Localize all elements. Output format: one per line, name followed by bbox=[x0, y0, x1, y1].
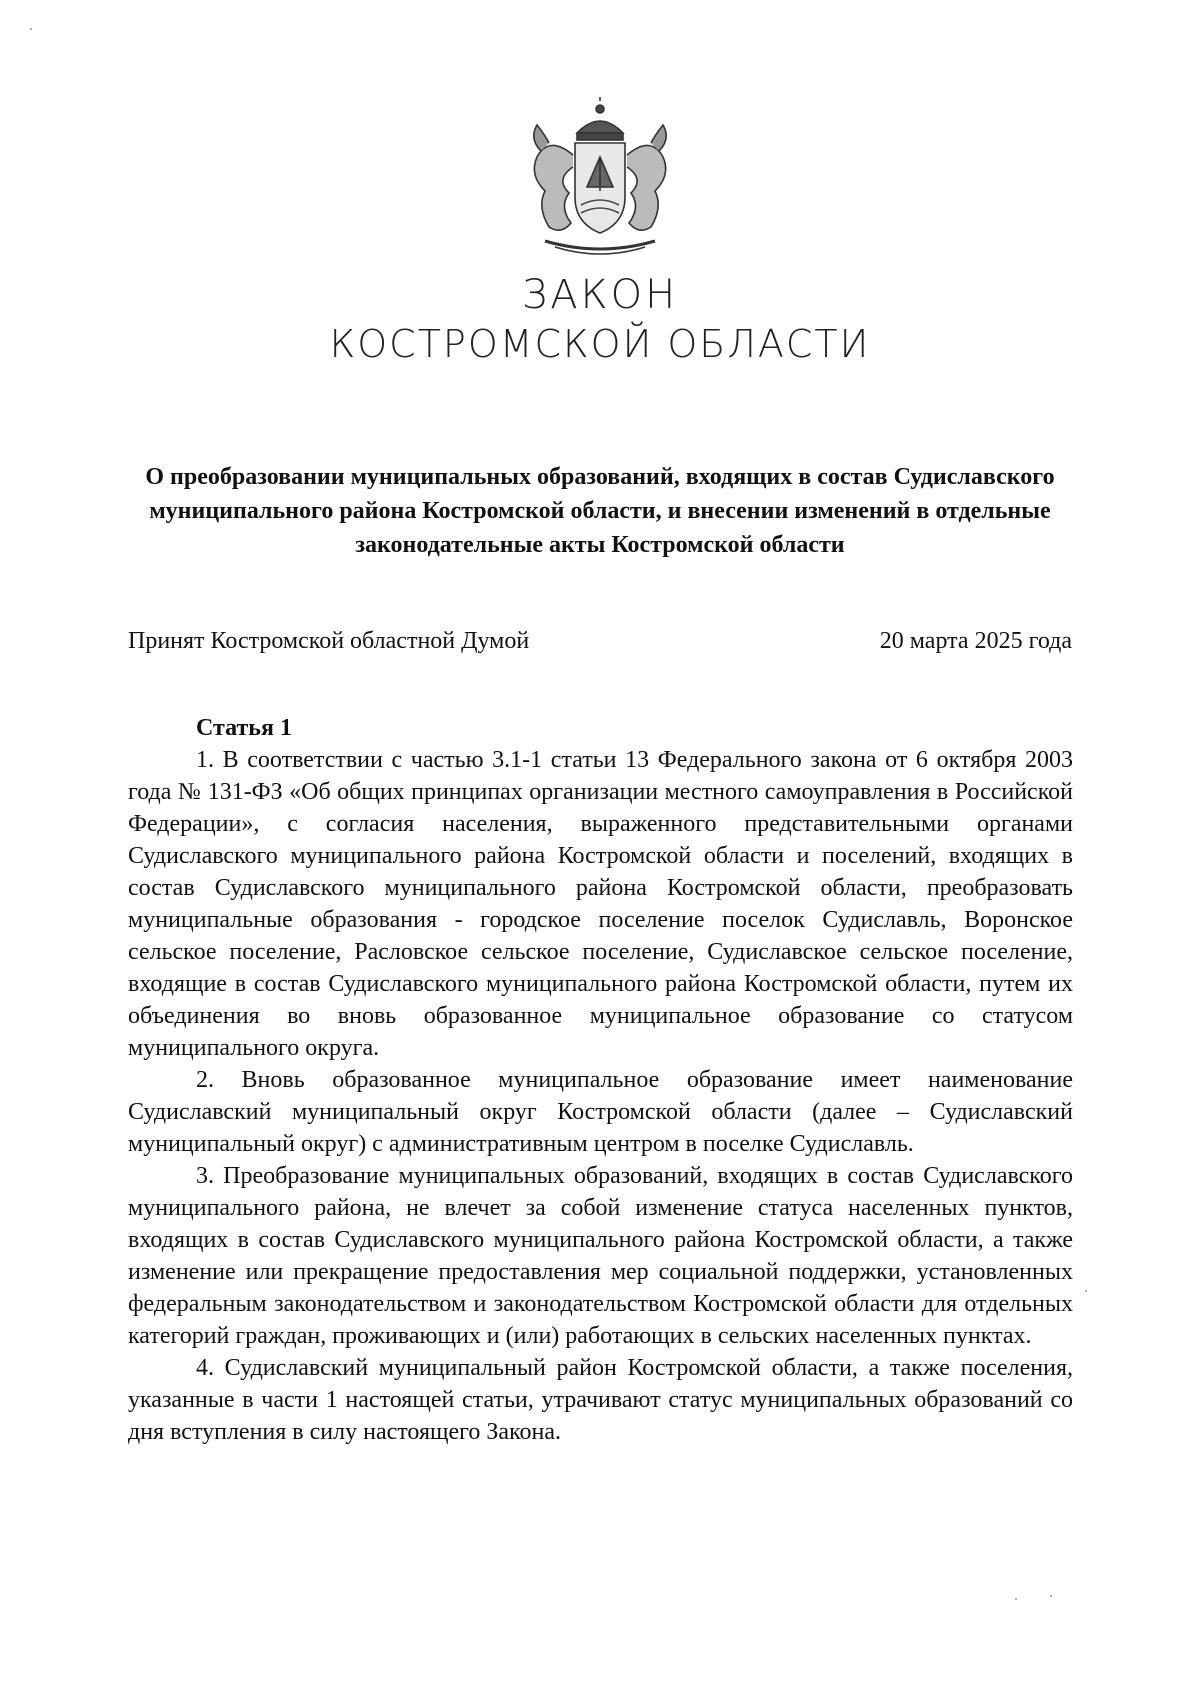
article-paragraph: 1. В соответствии с частью 3.1-1 статьи 13 Федерального закона от 6 октября 2003 года № 131-ФЗ «Об общих принципах организации местного самоуправления в Российской Федерации», с согласия населения, выраженного представительными органами Судиславского муниципального района Костромской области и поселений, входящих в состав Судиславского муниципального района Костромской области, преобразовать муниципальные образования - городское поселение поселок Судиславль, Воронское сельское поселение, Расловское сельское поселение, Судиславское сельское поселение, входящие в состав Судиславского муниципального района Костромской области, путем их объединения во вновь образованное муниципальное образование со статусом муниципального округа. bbox=[128, 747, 1073, 1061]
scan-speck bbox=[1085, 1290, 1087, 1292]
region-label: КОСТРОМСКОЙ ОБЛАСТИ bbox=[329, 322, 871, 366]
article-paragraph: 4. Судиславский муниципальный район Костромской области, а также поселения, указанные в части 1 настоящей статьи, утрачивают статус муниципальных образований со дня вступления в силу настоящего Закона. bbox=[128, 1355, 1073, 1445]
document-title: О преобразовании муниципальных образований, входящих в состав Судиславского муниципального района Костромской области, и внесении изменений в отдельные законодательные акты Костромской области bbox=[145, 464, 1055, 558]
law-label: ЗАКОН bbox=[521, 272, 679, 318]
article-paragraph: 2. Вновь образованное муниципальное образование имеет наименование Судиславский муниципальный округ Костромской области (далее – Судиславский муниципальный округ) с административным центром в поселке Судиславль. bbox=[128, 1067, 1073, 1157]
adoption-date: 20 марта 2025 года bbox=[879, 628, 1072, 654]
article-1 bbox=[128, 712, 1073, 1448]
coat-of-arms-icon bbox=[515, 95, 685, 265]
scan-speck bbox=[1015, 1598, 1017, 1600]
scan-speck bbox=[30, 28, 32, 30]
adopted-by: Принят Костромской областной Думой bbox=[128, 628, 530, 654]
article-paragraph: 3. Преобразование муниципальных образований, входящих в состав Судиславского муниципального района, не влечет за собой изменение статуса населенных пунктов, входящих в состав Судиславского муниципального района Костромской области, а также изменение или прекращение предоставления мер социальной поддержки, установленных федеральным законодательством и законодательством Костромской области для отдельных категорий граждан, проживающих и (или) работающих в сельских населенных пунктах. bbox=[128, 1163, 1073, 1349]
scan-speck bbox=[1050, 1595, 1052, 1597]
article-heading: Статья 1 bbox=[196, 715, 292, 741]
